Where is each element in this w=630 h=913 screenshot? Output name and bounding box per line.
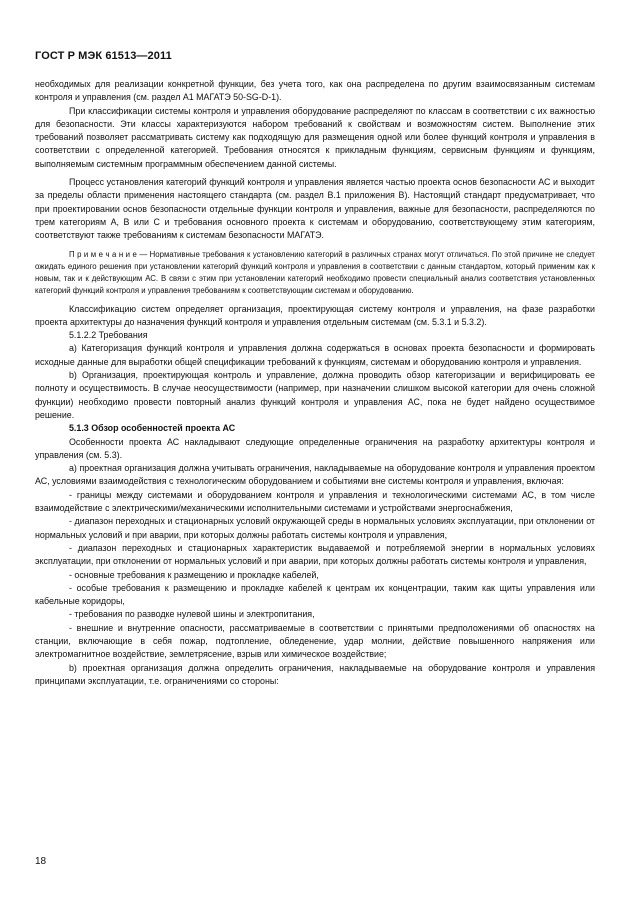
paragraph: При классификации системы контроля и управления оборудование распределяют по классам в соответствии с их важностью для безопасности. Эти классы характеризуются набором требований к свойствам и возможностям систем. Выполнение этих требований позволяет рассматривать систему как подходящую для размещения одной или более функций контроля и управления в соответствии с определенной категорией. Требования относятся к прикладным функциям, сервисным функциям и функциям, выполняемым системным программным обеспечением данной системы. <box>35 105 595 169</box>
paragraph: Особенности проекта АС накладывают следующие определенные ограничения на разработку архитектуры контроля и управления (см. 5.3). <box>35 436 595 460</box>
paragraph: а) проектная организация должна учитывать ограничения, накладываемые на оборудование контроля и управления проектом АС, условиями взаимодействия с технологическим оборудованием и событиями вне системы контроля и управления, включая: <box>35 463 595 487</box>
paragraph: Классификацию систем определяет организация, проектирующая систему контроля и управления, на фазе разработки проекта архитектуры до назначения функций контроля и управления отдельным системам (см. 5.3.1 и 5.3.2). <box>35 303 595 327</box>
note-paragraph: П р и м е ч а н и е — Нормативные требования к установлению категорий в различных странах могут отличаться. По этой причине не следует ожидать единого решения при установлении категорий функций контроля и управления в соответствии с данным стандартом, который применим как к новым, так и к действующим АС. В связи с этим при установлении категорий необходимо провести специальный анализ соответствия установленных категорий функций контроля и управления требованиям к соответствующим системам и оборудованию. <box>35 249 595 295</box>
document-header: ГОСТ Р МЭК 61513—2011 <box>35 50 172 62</box>
document-body <box>35 78 595 688</box>
list-item: - диапазон переходных и стационарных условий окружающей среды в нормальных условиях эксплуатации, при отклонении от нормальных условий и при аварии, при которых должны работать системы контроля и управления, <box>35 516 595 540</box>
page-number: 18 <box>35 856 47 867</box>
list-item: - внешние и внутренние опасности, рассматриваемые в соответствии с принятыми предположениями об опасностях на станции, включающие в себя пожар, подтопление, обледенение, удар молнии, действие повышенного напряжения или электромагнитное воздействие, землетрясение, взрыв или химическое воздействие; <box>35 622 595 660</box>
list-item: - границы между системами и оборудованием контроля и управления и технологическими системами АС, в том числе взаимодействие с электрическими/механическими исполнительными системами и устройствами энергоснабжения, <box>35 489 595 514</box>
section-heading: 5.1.3 Обзор особенностей проекта АС <box>69 423 236 434</box>
list-item: - особые требования к размещению и прокладке кабелей к центрам их концентрации, таким как щиты управления или кабельные коридоры, <box>35 582 595 607</box>
subsection-heading: 5.1.2.2 Требования <box>69 330 148 341</box>
paragraph: b) проектная организация должна определить ограничения, накладываемые на оборудование контроля и управления принципами эксплуатации, т.е. ограничениями со стороны: <box>35 662 595 686</box>
paragraph: необходимых для реализации конкретной функции, без учета того, как она распределена по другим взаимосвязанным системам контроля и управления (см. раздел А1 МАГАТЭ 50-SG-D-1). <box>35 79 595 103</box>
paragraph: Процесс установления категорий функций контроля и управления является частью проекта основ безопасности АС и выходит за пределы области применения настоящего стандарта (см. раздел В.1 приложения В). Настоящий стандарт предусматривает, что при проектировании основ безопасности отдельные функции контроля и управления, важные для безопасности, распределяются по трем категориям А, В или С и требования основного проекта к системам и оборудованию, соответствующему этим категориям, соответствуют также требованиям к системам безопасности МАГАТЭ. <box>35 177 595 241</box>
paragraph: а) Категоризация функций контроля и управления должна содержаться в основах проекта безопасности и формировать исходные данные для выработки общей спецификации требований к функциям, системам и оборудованию контроля и управления. <box>35 343 595 367</box>
paragraph: b) Организация, проектирующая контроль и управление, должна проводить обзор категоризации и верифицировать ее полноту и осуществимость. В случае неосуществимости (например, при назначении слишком высокой категории для очень сложной функции) необходимо провести повторный анализ функций контроля и управления АС, пока не будет найдено осуществимое решение. <box>35 370 595 420</box>
list-item: - требования по разводке нулевой шины и электропитания, <box>69 609 315 620</box>
list-item: - основные требования к размещению и прокладке кабелей, <box>69 569 319 580</box>
list-item: - диапазон переходных и стационарных характеристик выдаваемой и потребляемой энергии в нормальных условиях эксплуатации, при отклонении от нормальных условий и при аварии, при которых должны работать системы контроля и управления, <box>35 542 595 567</box>
